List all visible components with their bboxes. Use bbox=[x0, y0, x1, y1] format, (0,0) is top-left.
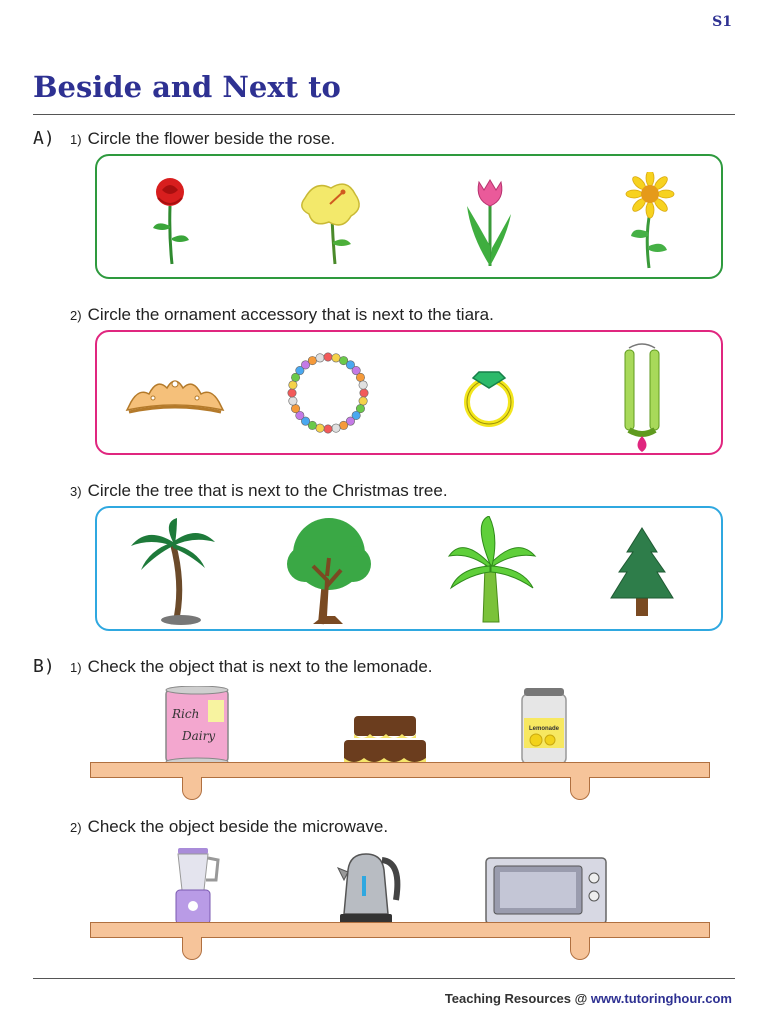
answer-box-flowers[interactable] bbox=[95, 154, 723, 279]
shelf-top bbox=[90, 762, 710, 778]
lemonade-label: Lemonade bbox=[528, 726, 560, 732]
bead bbox=[316, 424, 324, 432]
sunflower-icon[interactable] bbox=[625, 172, 675, 270]
bead bbox=[308, 356, 316, 364]
ring-icon[interactable] bbox=[461, 358, 517, 430]
bead bbox=[316, 354, 324, 362]
lemonade-can-icon[interactable] bbox=[518, 686, 570, 768]
shelf-bracket-left bbox=[182, 777, 202, 800]
bead bbox=[289, 381, 297, 389]
milk-can-icon[interactable] bbox=[162, 686, 232, 766]
question-b2: 2) Check the object beside the microwave. bbox=[70, 817, 389, 836]
page-title: Beside and Next to bbox=[33, 70, 341, 104]
shelf-bottom bbox=[90, 922, 710, 938]
bead-bracelet-icon[interactable] bbox=[283, 348, 373, 438]
bead bbox=[356, 373, 364, 381]
bead bbox=[359, 381, 367, 389]
milk-can-label-2: Dairy bbox=[182, 729, 216, 743]
oak-tree-icon[interactable] bbox=[283, 516, 375, 628]
milk-can-label-1: Rich bbox=[172, 707, 200, 721]
question-a3: 3) Circle the tree that is next to the Christmas tree. bbox=[70, 481, 448, 500]
page-code: S1 bbox=[712, 14, 732, 30]
bead bbox=[289, 397, 297, 405]
hibiscus-icon[interactable] bbox=[295, 178, 365, 266]
tulip-icon[interactable] bbox=[465, 176, 515, 268]
section-a-label: A) bbox=[33, 128, 55, 149]
question-a2: 2) Circle the ornament accessory that is next to the tiara. bbox=[70, 305, 494, 324]
bead bbox=[339, 421, 347, 429]
shelf-bracket-left bbox=[182, 937, 202, 960]
microwave-icon[interactable] bbox=[484, 856, 608, 926]
bead bbox=[324, 353, 332, 361]
banana-tree-icon[interactable] bbox=[443, 516, 539, 628]
shelf-bracket-right bbox=[570, 937, 590, 960]
cake-icon[interactable] bbox=[340, 712, 430, 768]
question-b1: 1) Check the object that is next to the lemonade. bbox=[70, 657, 433, 676]
kettle-icon[interactable] bbox=[336, 850, 406, 926]
bead bbox=[360, 389, 368, 397]
bead bbox=[332, 354, 340, 362]
bead bbox=[359, 397, 367, 405]
blender-icon[interactable] bbox=[170, 846, 222, 926]
necklace-icon[interactable] bbox=[617, 342, 667, 452]
footer-link[interactable]: www.tutoringhour.com bbox=[590, 991, 732, 1006]
title-divider bbox=[33, 114, 735, 115]
footer-divider bbox=[33, 978, 735, 979]
bead bbox=[332, 424, 340, 432]
palm-tree-icon[interactable] bbox=[127, 516, 217, 626]
question-a1: 1) Circle the flower beside the rose. bbox=[70, 129, 336, 148]
section-b-label: B) bbox=[33, 656, 55, 677]
bead bbox=[291, 404, 299, 412]
rose-icon[interactable] bbox=[145, 176, 195, 266]
answer-box-accessories[interactable] bbox=[95, 330, 723, 455]
footer-credit: Teaching Resources @ www.tutoringhour.com bbox=[444, 991, 732, 1006]
bead bbox=[288, 389, 296, 397]
answer-box-trees[interactable] bbox=[95, 506, 723, 631]
christmas-tree-icon[interactable] bbox=[609, 526, 675, 618]
shelf-bracket-right bbox=[570, 777, 590, 800]
bead bbox=[324, 425, 332, 433]
tiara-icon[interactable] bbox=[123, 372, 227, 416]
